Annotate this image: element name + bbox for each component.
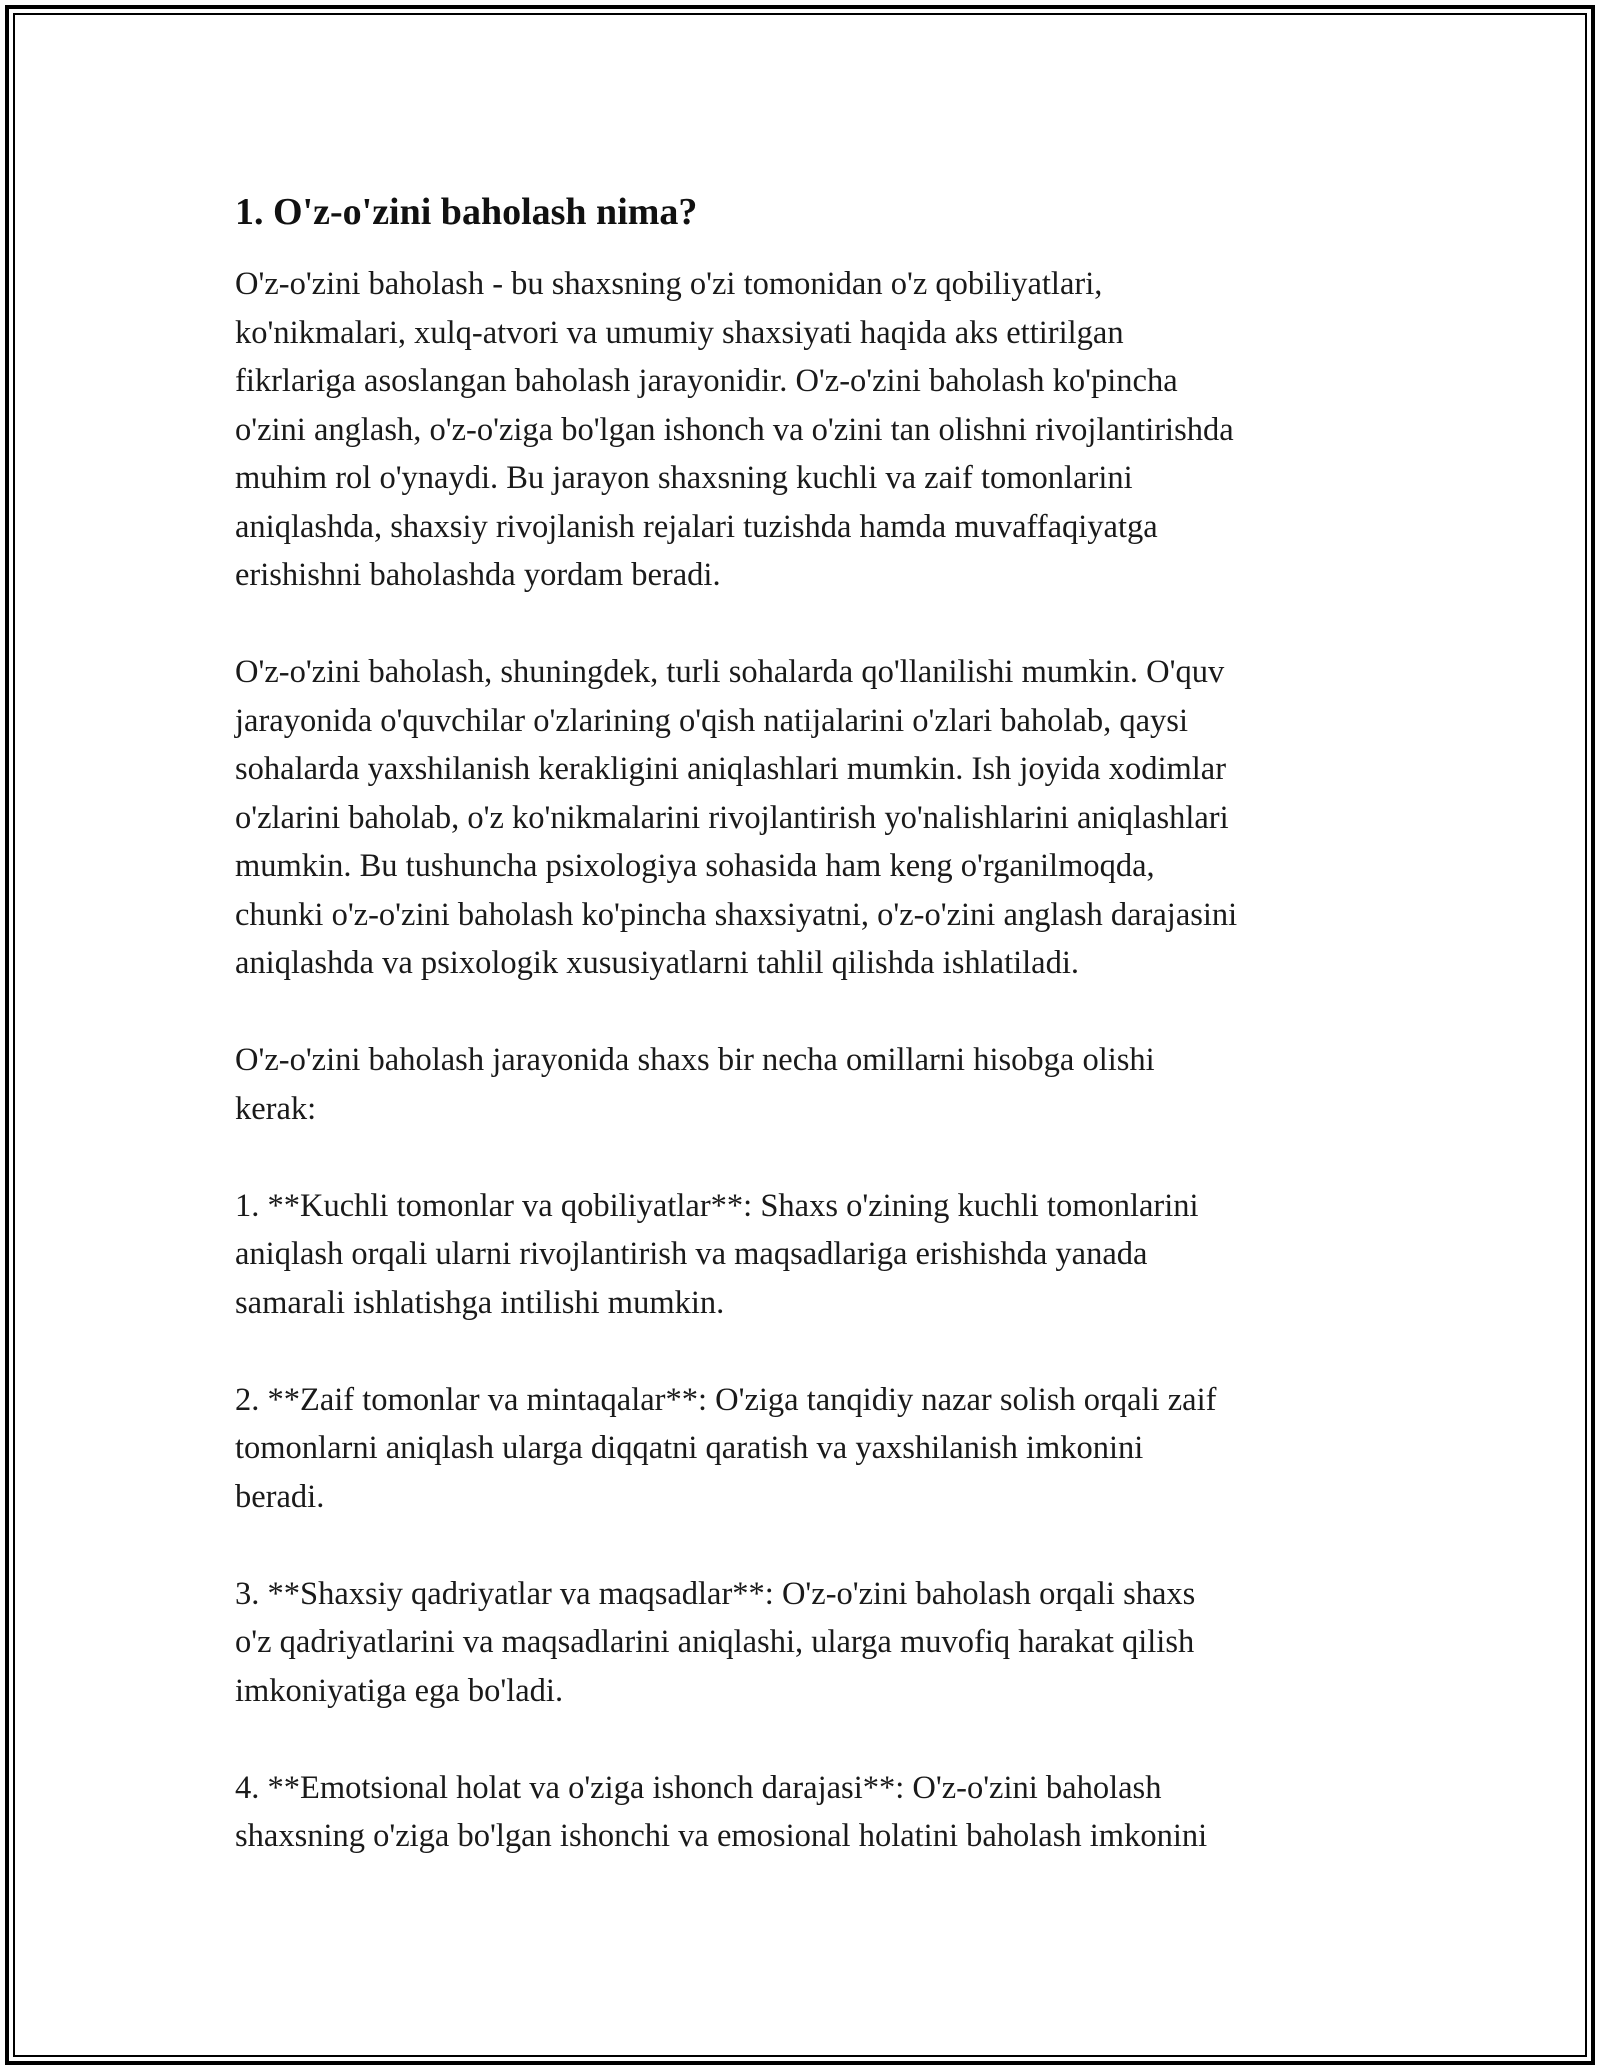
text-line: o'zini anglash, o'z-o'ziga bo'lgan ishonch va o'zini tan olishni rivojlantirishda [235, 411, 1234, 448]
paragraph-applications [235, 648, 1385, 988]
text-line: 3. **Shaxsiy qadriyatlar va maqsadlar**: O'z-o'zini baholash orqali shaxs [235, 1575, 1196, 1612]
text-line: aniqlashda, shaxsiy rivojlanish rejalari tuzishda hamda muvaffaqiyatga [235, 508, 1158, 545]
text-line: beradi. [235, 1478, 325, 1515]
text-line: imkoniyatiga ega bo'ladi. [235, 1672, 564, 1709]
text-line: muhim rol o'ynaydi. Bu jarayon shaxsning kuchli va zaif tomonlarini [235, 460, 1133, 496]
text-line: chunki o'z-o'zini baholash ko'pincha shaxsiyatni, o'z-o'zini anglash darajasini [235, 896, 1238, 933]
text-line: aniqlashda va psixologik xususiyatlarni tahlil qilishda ishlatiladi. [235, 945, 1079, 981]
list-item-weaknesses [235, 1376, 1385, 1522]
document-title: 1. O'z-o'zini baholash nima? [235, 191, 698, 233]
text-line: 4. **Emotsional holat va o'ziga ishonch darajasi**: O'z-o'zini baholash [235, 1769, 1162, 1806]
text-line: shaxsning o'ziga bo'lgan ishonchi va emosional holatini baholash imkonini [235, 1818, 1208, 1854]
text-line: jarayonida o'quvchilar o'zlarining o'qish natijalarini o'zlari baholab, qaysi [235, 702, 1188, 739]
text-line: tomonlarni aniqlash ularga diqqatni qaratish va yaxshilanish imkonini [235, 1430, 1144, 1466]
paragraph-factors-intro [235, 1036, 1385, 1133]
text-line: 2. **Zaif tomonlar va mintaqalar**: O'ziga tanqidiy nazar solish orqali zaif [235, 1381, 1217, 1418]
text-line: kerak: [235, 1090, 317, 1127]
text-line: o'zlarini baholab, o'z ko'nikmalarini rivojlantirish yo'nalishlarini aniqlashlari [235, 799, 1229, 836]
text-line: samarali ishlatishga intilishi mumkin. [235, 1284, 725, 1321]
paragraph-intro [235, 260, 1385, 600]
list-item-values [235, 1570, 1385, 1716]
list-item-strengths [235, 1182, 1385, 1328]
text-line: fikrlariga asoslangan baholash jarayonidir. O'z-o'zini baholash ko'pincha [235, 363, 1178, 399]
document-body [235, 188, 1385, 1909]
text-line: O'z-o'zini baholash - bu shaxsning o'zi tomonidan o'z qobiliyatlari, [235, 266, 1103, 302]
text-line: o'z qadriyatlarini va maqsadlarini aniqlashi, ularga muvofiq harakat qilish [235, 1624, 1195, 1660]
text-line: ko'nikmalari, xulq-atvori va umumiy shaxsiyati haqida aks ettirilgan [235, 314, 1124, 351]
text-line: mumkin. Bu tushuncha psixologiya sohasida ham keng o'rganilmoqda, [235, 848, 1155, 884]
list-item-emotional-state [235, 1764, 1385, 1861]
text-line: 1. **Kuchli tomonlar va qobiliyatlar**: Shaxs o'zining kuchli tomonlarini [235, 1187, 1199, 1224]
text-line: sohalarda yaxshilanish kerakligini aniqlashlari mumkin. Ish joyida xodimlar [235, 751, 1227, 787]
text-line: O'z-o'zini baholash, shuningdek, turli sohalarda qo'llanilishi mumkin. O'quv [235, 654, 1225, 690]
text-line: O'z-o'zini baholash jarayonida shaxs bir necha omillarni hisobga olishi [235, 1042, 1155, 1078]
text-line: erishishni baholashda yordam beradi. [235, 557, 721, 593]
text-line: aniqlash orqali ularni rivojlantirish va maqsadlariga erishishda yanada [235, 1236, 1148, 1272]
